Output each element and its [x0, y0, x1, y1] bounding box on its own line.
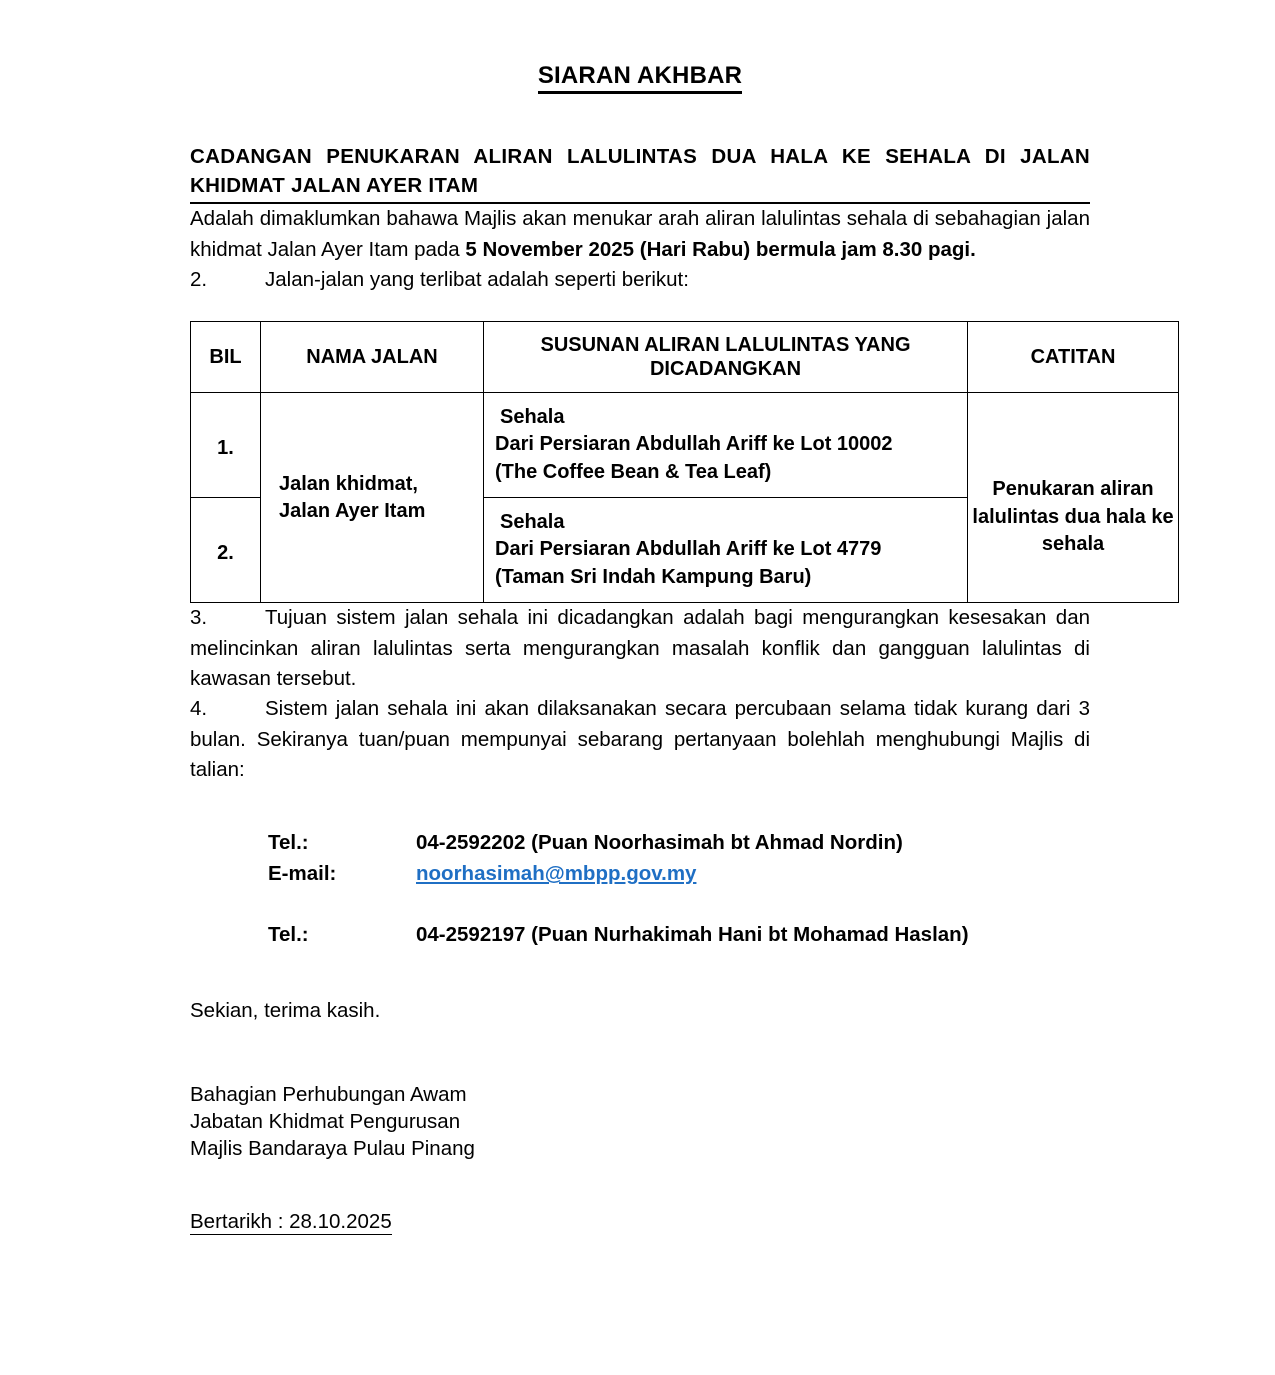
closing-thanks: Sekian, terima kasih.	[190, 998, 381, 1022]
paragraph-4-text: Sistem jalan sehala ini akan dilaksanakan secara percubaan selama tidak kurang dari 3 bulan. Sekiranya tuan/puan mempunyai sebarang pertanyaan bolehlah menghubungi Majlis di talian:	[190, 697, 1090, 781]
column-header-catitan: CATITAN	[968, 322, 1179, 393]
column-header-nama-jalan: NAMA JALAN	[261, 322, 484, 393]
dated-line	[190, 1210, 392, 1234]
contact-row-tel-1	[268, 827, 1090, 858]
paragraph-3-text: Tujuan sistem jalan sehala ini dicadangkan adalah bagi mengurangkan kesesakan dan melincinkan aliran lalulintas serta mengurangkan masalah konflik dan gangguan lalulintas di kawasan tersebut.	[190, 606, 1090, 690]
roads-table-wrapper	[190, 321, 1174, 603]
susunan-1-line-2: Dari Persiaran Abdullah Ariff ke Lot 10002	[495, 433, 893, 456]
susunan-2-line-2: Dari Persiaran Abdullah Ariff ke Lot 4779	[495, 538, 882, 561]
signature-line-1: Bahagian Perhubungan Awam	[190, 1082, 467, 1106]
subject-heading: CADANGAN PENUKARAN ALIRAN LALULINTAS DUA HALA KE SEHALA DI JALAN KHIDMAT JALAN AYER ITAM	[190, 145, 1090, 198]
cell-nama-jalan-merged	[261, 393, 484, 603]
column-header-susunan: SUSUNAN ALIRAN LALULINTAS YANG DICADANGKAN	[484, 322, 968, 393]
paragraph-1	[190, 204, 1090, 265]
nama-jalan-line-2: Jalan Ayer Itam	[279, 499, 426, 522]
susunan-2-line-1: Sehala	[500, 510, 565, 533]
susunan-1-line-3: (The Coffee Bean & Tea Leaf)	[495, 461, 772, 483]
page-title	[190, 62, 1090, 90]
paragraph-2-number: 2.	[190, 267, 208, 291]
email-link[interactable]: noorhasimah@mbpp.gov.my	[416, 862, 697, 886]
contact-row-email	[268, 858, 1090, 889]
paragraph-2	[190, 265, 1090, 295]
column-header-bil: BIL	[191, 322, 261, 393]
contact-block	[190, 827, 1090, 950]
contact-value-tel-1: 04-2592202 (Puan Noorhasimah bt Ahmad Nordin)	[416, 831, 903, 855]
paragraph-1-date: 5 November 2025 (Hari Rabu) bermula jam 8.30 pagi.	[465, 237, 976, 261]
signature-line-3: Majlis Bandaraya Pulau Pinang	[190, 1136, 475, 1160]
nama-jalan-line-1: Jalan khidmat,	[279, 473, 418, 496]
cell-susunan-2	[484, 498, 968, 603]
susunan-1-line-1: Sehala	[500, 405, 565, 428]
cell-bil-1: 1.	[191, 393, 261, 498]
roads-table	[190, 321, 1179, 603]
contact-label-tel-2: Tel.:	[268, 923, 309, 947]
paragraph-4	[190, 694, 1090, 785]
page-title-text: SIARAN AKHBAR	[538, 62, 742, 94]
paragraph-4-number: 4.	[190, 697, 208, 721]
contact-row-tel-2	[268, 919, 1090, 950]
cell-susunan-1	[484, 393, 968, 498]
paragraph-3	[190, 603, 1090, 694]
signature-line-2: Jabatan Khidmat Pengurusan	[190, 1109, 461, 1133]
paragraph-1-intro: Adalah dimaklumkan bahawa Majlis akan menukar arah aliran lalulintas sehala di sebahagian jalan khidmat Jalan Ayer Itam pada	[190, 207, 1090, 261]
contact-label-email: E-mail:	[268, 862, 337, 886]
contact-label-tel-1: Tel.:	[268, 831, 309, 855]
paragraph-3-number: 3.	[190, 606, 208, 630]
signature-block	[190, 1081, 1090, 1162]
table-row	[191, 393, 1179, 498]
document-content	[190, 0, 1174, 1234]
paragraph-2-text: Jalan-jalan yang terlibat adalah seperti berikut:	[265, 267, 689, 291]
susunan-2-line-3: (Taman Sri Indah Kampung Baru)	[495, 566, 812, 588]
cell-catitan-merged: Penukaran aliran lalulintas dua hala ke sehala	[968, 393, 1179, 603]
dated-text: Bertarikh : 28.10.2025	[190, 1209, 392, 1233]
contact-value-tel-2: 04-2592197 (Puan Nurhakimah Hani bt Mohamad Haslan)	[416, 923, 969, 947]
table-header-row	[191, 322, 1179, 393]
cell-bil-2: 2.	[191, 498, 261, 603]
